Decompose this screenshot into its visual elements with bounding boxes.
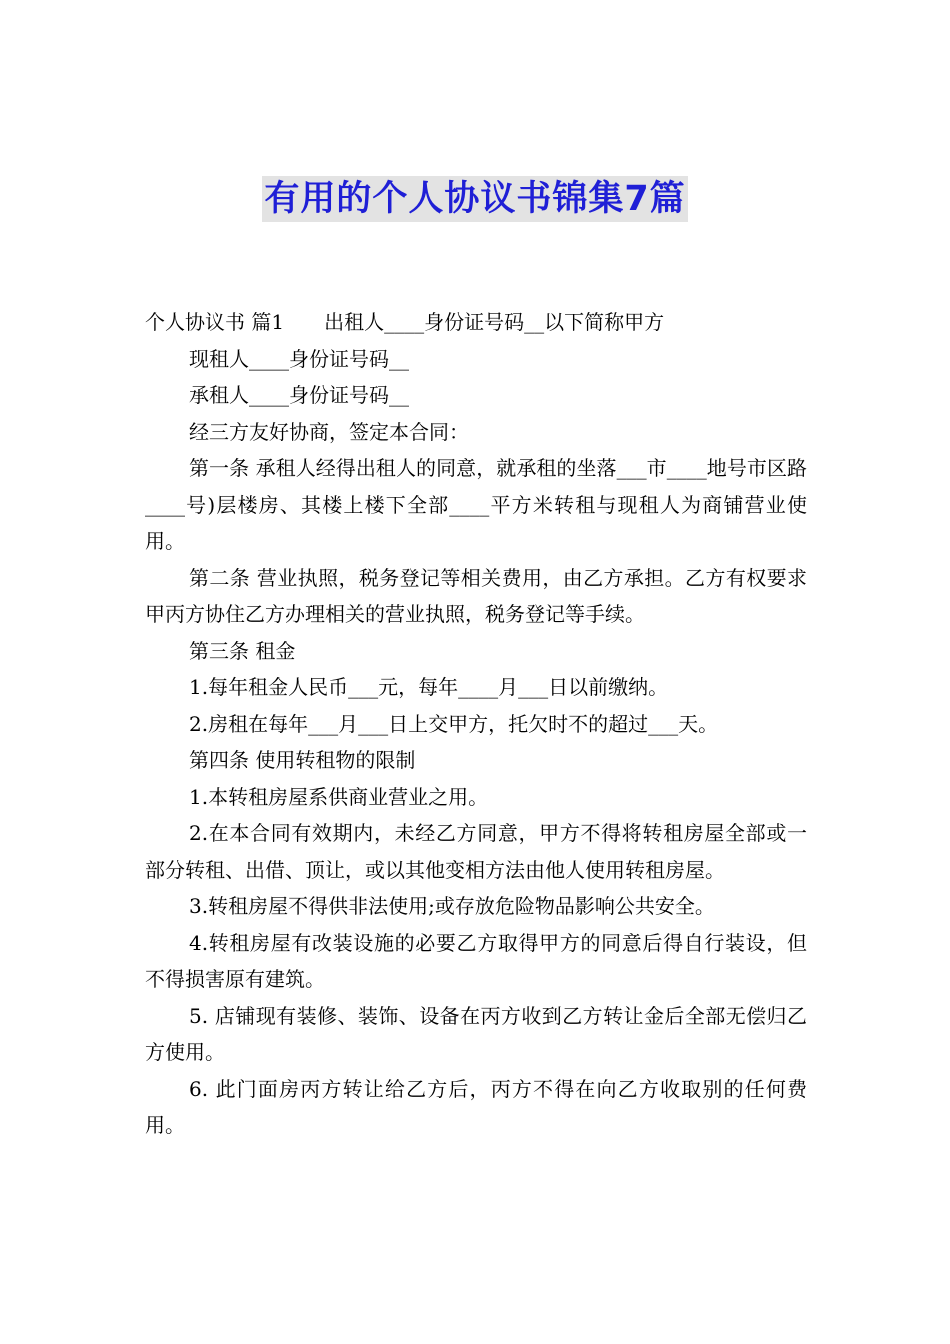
title-container [0,176,950,222]
paragraph: 2.房租在每年___月___日上交甲方，托欠时不的超过___天。 [189,711,719,736]
paragraph: 5. 店铺现有装修、装饰、设备在丙方收到乙方转让金后全部无偿归乙方使用。 [145,1003,807,1064]
paragraph: 承租人____身份证号码__ [189,383,409,407]
paragraph: 经三方友好协商，签定本合同： [189,419,469,444]
section-heading: 个人协议书 篇1 [145,310,285,334]
paragraph: 第二条 营业执照，税务登记等相关费用，由乙方承担。乙方有权要求甲丙方协住乙方办理相关的营业执照，税务登记等手续。 [145,565,807,626]
paragraph: 第三条 租金 [189,638,296,663]
document-title: 有用的个人协议书锦集7篇 [262,176,687,222]
paragraph: 1.本转租房屋系供商业营业之用。 [189,784,489,809]
paragraph: 1.每年租金人民币___元，每年____月___日以前缴纳。 [189,675,669,699]
paragraph: 3.转租房屋不得供非法使用;或存放危险物品影响公共安全。 [189,894,715,918]
paragraph: 2.在本合同有效期内，未经乙方同意，甲方不得将转租房屋全部或一部分转租、出借、顶让，或以其他变相方法由他人使用转租房屋。 [145,821,807,882]
paragraph: 4.转租房屋有改装设施的必要乙方取得甲方的同意后得自行装设，但不得损害原有建筑。 [145,930,807,991]
paragraph: 第四条 使用转租物的限制 [189,748,416,772]
first-line [145,304,807,341]
first-line-text: 出租人____身份证号码__以下简称甲方 [324,310,665,334]
paragraph: 6. 此门面房丙方转让给乙方后，丙方不得在向乙方收取别的任何费用。 [145,1076,807,1137]
paragraph: 现租人____身份证号码__ [189,346,409,371]
paragraph: 第一条 承租人经得出租人的同意，就承租的坐落___市____地号市区路____号)层楼房、其楼上楼下全部____平方米转租与现租人为商铺营业使用。 [145,456,807,553]
document-body [145,304,807,1144]
